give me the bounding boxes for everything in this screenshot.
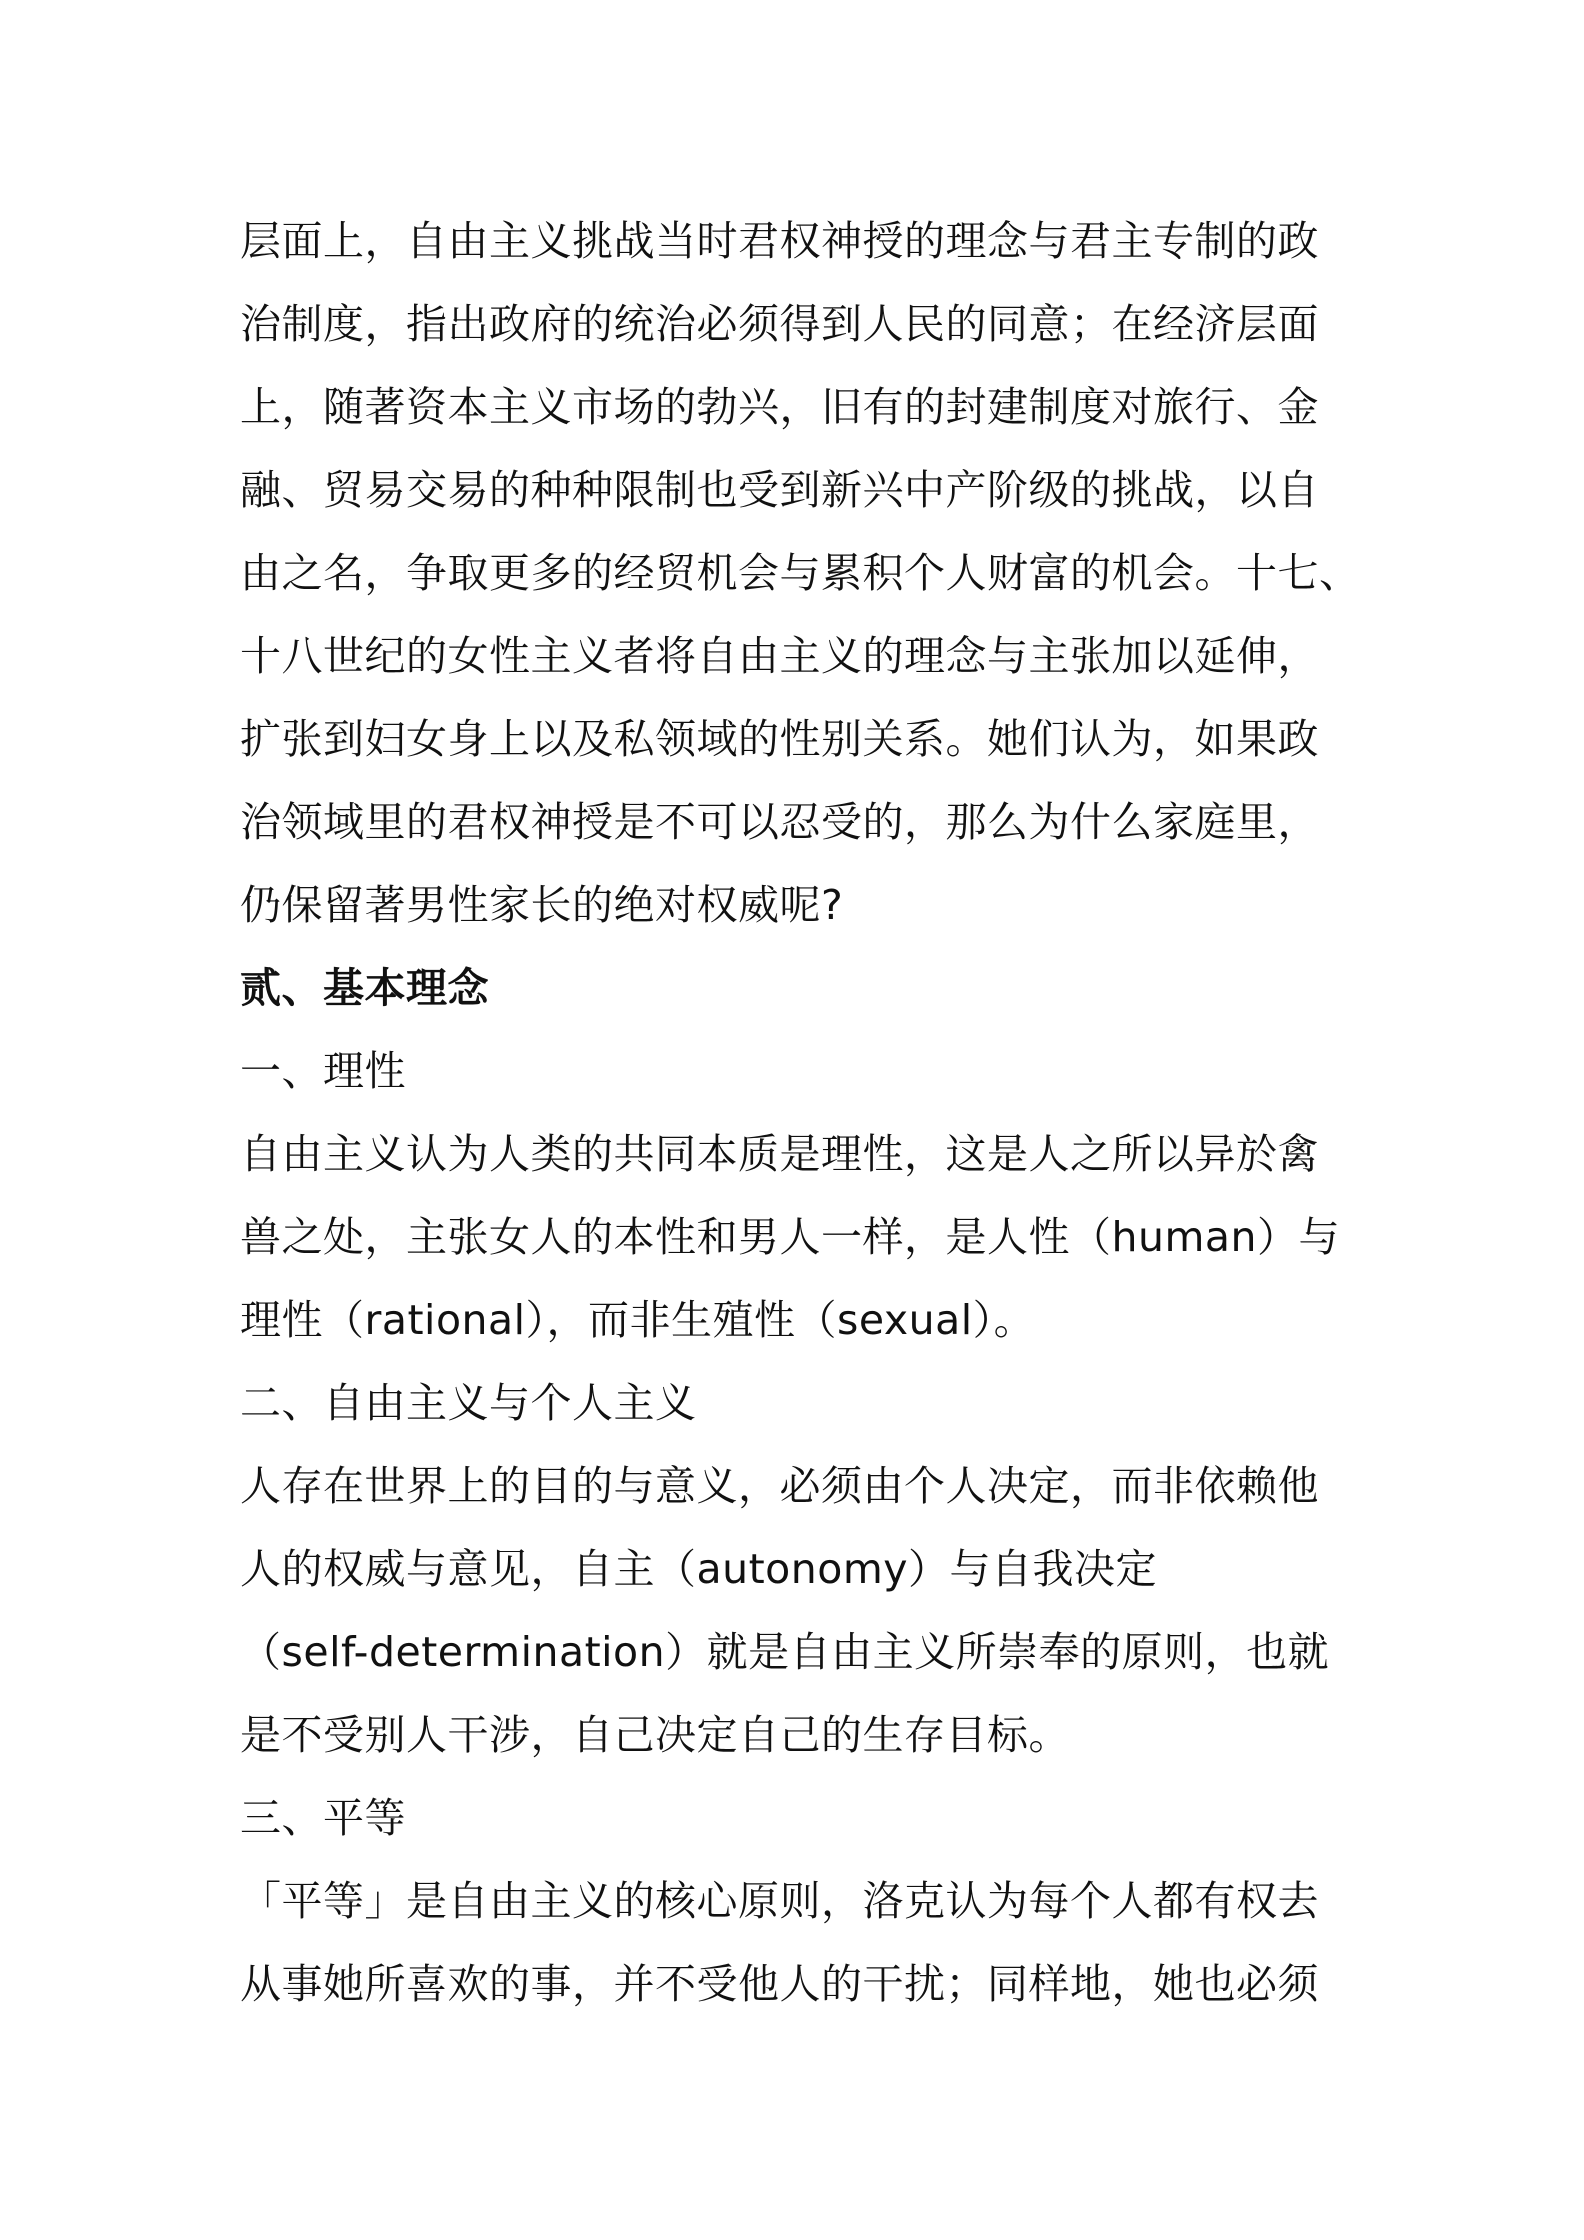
paragraph-line: 理性（rational），而非生殖性（sexual）。 — [240, 1296, 1036, 1344]
section-heading: 贰、基本理念 — [240, 964, 489, 1012]
paragraph-line: 自由主义认为人类的共同本质是理性，这是人之所以异於禽 — [240, 1130, 1319, 1178]
subsection-heading: 三、平等 — [240, 1794, 406, 1842]
paragraph-line: 「平等」是自由主义的核心原则，洛克认为每个人都有权去 — [240, 1877, 1319, 1925]
paragraph-line: 仍保留著男性家长的绝对权威呢? — [240, 881, 844, 929]
paragraph-line: 从事她所喜欢的事，并不受他人的干扰；同样地，她也必须 — [240, 1960, 1319, 2008]
paragraph-line: 治领域里的君权神授是不可以忍受的，那么为什么家庭里， — [240, 798, 1319, 846]
subsection-heading: 二、自由主义与个人主义 — [240, 1379, 697, 1427]
paragraph-line: 融、贸易交易的种种限制也受到新兴中产阶级的挑战，以自 — [240, 466, 1319, 514]
paragraph-line: 十八世纪的女性主义者将自由主义的理念与主张加以延伸， — [240, 632, 1319, 680]
paragraph-line: 是不受别人干涉，自己决定自己的生存目标。 — [240, 1711, 1070, 1759]
paragraph-line: 扩张到妇女身上以及私领域的性别关系。她们认为，如果政 — [240, 715, 1319, 763]
paragraph-line: 治制度，指出政府的统治必须得到人民的同意；在经济层面 — [240, 300, 1319, 348]
subsection-heading: 一、理性 — [240, 1047, 406, 1095]
paragraph-line: 上，随著资本主义市场的勃兴，旧有的封建制度对旅行、金 — [240, 383, 1319, 431]
paragraph-line: 人的权威与意见，自主（autonomy）与自我决定 — [240, 1545, 1158, 1593]
document-body — [240, 200, 1361, 2026]
paragraph-line: 层面上，自由主义挑战当时君权神授的理念与君主专制的政 — [240, 217, 1319, 265]
paragraph-line: 人存在世界上的目的与意义，必须由个人决定，而非依赖他 — [240, 1462, 1319, 1510]
paragraph-line: 兽之处，主张女人的本性和男人一样，是人性（human）与 — [240, 1213, 1341, 1261]
paragraph-line: 由之名，争取更多的经贸机会与累积个人财富的机会。十七、 — [240, 549, 1361, 597]
paragraph-line: （self-determination）就是自由主义所崇奉的原则，也就 — [240, 1628, 1330, 1676]
